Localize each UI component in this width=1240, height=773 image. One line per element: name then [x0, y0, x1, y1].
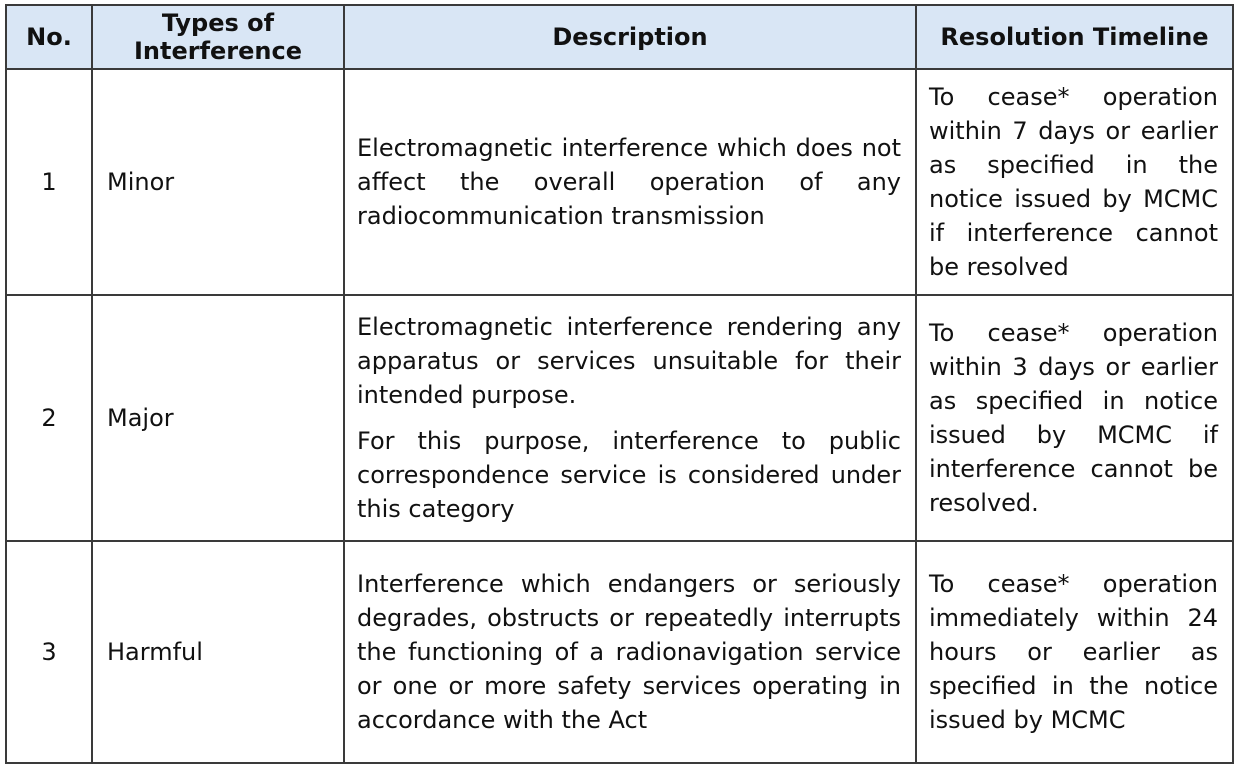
header-description: Description — [344, 5, 916, 69]
row-number: 2 — [6, 295, 92, 541]
row-number: 1 — [6, 69, 92, 295]
interference-table-container — [5, 4, 1234, 764]
interference-table — [5, 4, 1234, 764]
table-row — [6, 295, 1233, 541]
header-types — [92, 5, 344, 69]
header-no: No. — [6, 5, 92, 69]
resolution-timeline: To cease* operation within 3 days or earlier as specified in notice issued by MCMC if interference cannot be resolved. — [916, 295, 1233, 541]
interference-type: Minor — [92, 69, 344, 295]
table-header-row — [6, 5, 1233, 69]
resolution-timeline: To cease* operation immediately within 24 hours or earlier as specified in the notice issued by MCMC — [916, 541, 1233, 763]
description-paragraph: Interference which endangers or seriously degrades, obstructs or repeatedly interrupts the functioning of a radionavigation service or one or more safety services operating in accordance with the Act — [357, 570, 901, 734]
interference-description — [344, 69, 916, 295]
description-paragraph: For this purpose, interference to public correspondence service is considered under this category — [357, 427, 901, 523]
interference-description — [344, 295, 916, 541]
row-number: 3 — [6, 541, 92, 763]
table-row — [6, 69, 1233, 295]
header-types-line1: Types of — [161, 9, 275, 37]
resolution-timeline: To cease* operation within 7 days or earlier as specified in the notice issued by MCMC if interference cannot be resolved — [916, 69, 1233, 295]
header-types-line2: Interference — [133, 37, 303, 65]
table-row — [6, 541, 1233, 763]
header-resolution: Resolution Timeline — [916, 5, 1233, 69]
description-paragraph: Electromagnetic interference rendering any apparatus or services unsuitable for their intended purpose. — [357, 313, 901, 409]
interference-type: Major — [92, 295, 344, 541]
description-paragraph: Electromagnetic interference which does not affect the overall operation of any radiocommunication transmission — [357, 134, 901, 230]
interference-description — [344, 541, 916, 763]
interference-type: Harmful — [92, 541, 344, 763]
